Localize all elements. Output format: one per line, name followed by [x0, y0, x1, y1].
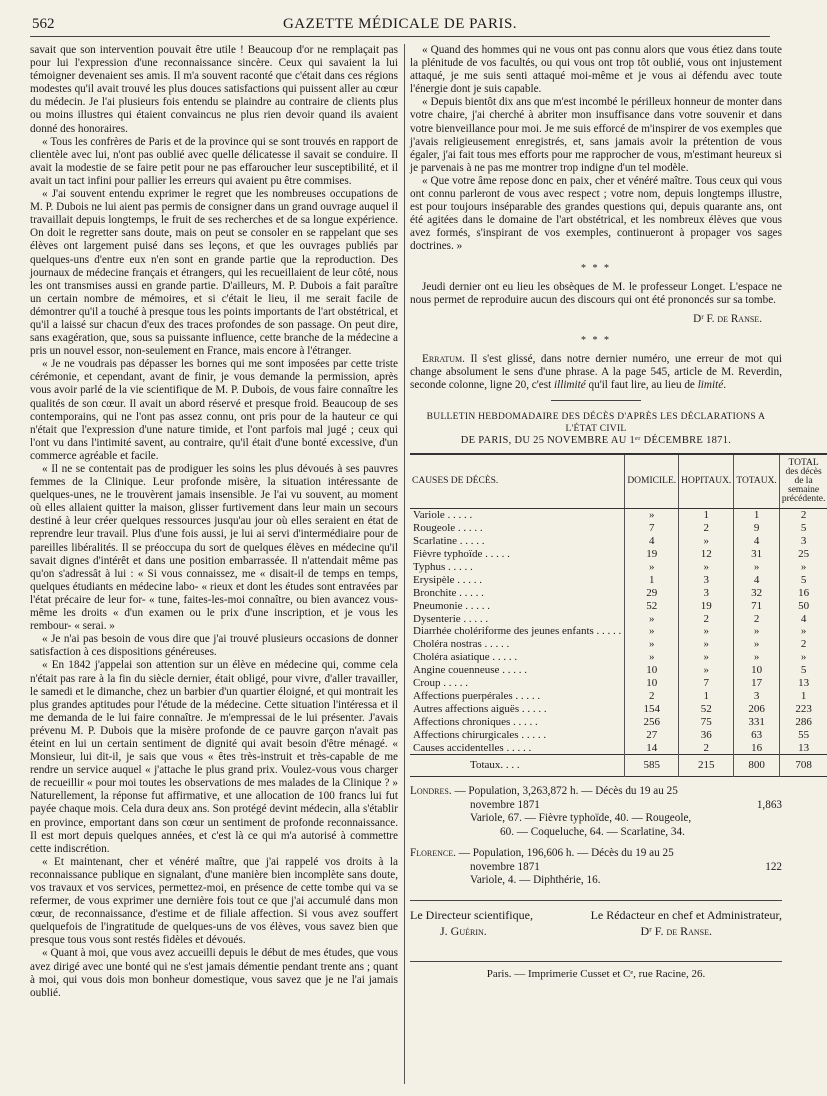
cause-cell: Choléra nostras . . . . . [413, 638, 510, 651]
table-total-row [410, 755, 827, 777]
table-row [410, 677, 827, 690]
paragraph: « En 1842 j'appelai son attention sur un élève en médecine qui, comme cela n'était pas rare à la fin du siècle dernier, était obligé, pour vivre, d'aller travailler, le samedi et le dimanche, chez un barbier d'un quartier éloigné, et qui montrait les plus grandes aptitudes pour l'étude de la médecine. Cette situation l'intéressa et il me demanda de le lui faire connaître. Je m'empressai de le lui présenter. J'avais prévenu M. P. Dubois que la misère profonde de ce pauvre garçon n'avait pas éteint en lui un certain sentiment de dignité qui avait besoin d'être ménagé. « Monsieur, lui dit-il, je sais que vous « êtes très-instruit et très-capable de me rendre un service auquel « j'attache le plus grand prix. Voulez-vous vous charger de recueillir « pour moi toutes les observations de mes malades de la Clinique ? » Naturellement, la réponse fut affirmative, et une allocation de 100 francs lui fut payée chaque mois. Cela dura deux ans. Son protégé devint médecin, alla s'établir en province, emportant dans son cœur un sentiment de profonde reconnaissance. Il est mort depuis quelques années, et c'est là ce qui m'a autorisé à commettre cette indiscrétion. [30, 659, 398, 855]
count-cell: » [625, 638, 679, 651]
count-cell: 19 [679, 600, 734, 613]
city-line: Variole, 4. — Diphthérie, 16. [470, 874, 601, 887]
count-cell: 36 [679, 729, 734, 742]
count-cell: 256 [625, 716, 679, 729]
bulletin-subheading: DE PARIS, DU 25 NOVEMBRE AU 1ᵉʳ DÉCEMBRE 1871. [460, 435, 732, 447]
count-cell: » [625, 625, 679, 638]
paragraph: « Quant à moi, que vous avez accueilli depuis le début de mes études, que vous avez dirigé avec une bonté qui ne s'est jamais démentie pendant trente ans ; quant à moi, qui vous dois mon bonheur domestique, vous savez que je ne l'ai jamais oublié. [30, 947, 398, 999]
count-cell: 63 [734, 729, 780, 742]
cause-cell: Affections chroniques . . . . . [413, 715, 538, 728]
paragraph: « Et maintenant, cher et vénéré maître, que j'ai rappelé vos droits à la reconnaissance publique en signalant, d'une manière bien incomplète sans doute, vos travaux et vos services, permettez-moi, en présence de cette tombe qui va se refermer, de vous exprimer une dernière fois tout ce que j'ai accumulé dans mon cœur, de reconnaissance, d'estime et de filiale affection. Si vous avez souffert quelquefois de l'ingratitude de quelques-uns de vos élèves, vous savez bien que presque tous vous sont restés fidèles et dévoués. [30, 855, 398, 947]
journal-title: GAZETTE MÉDICALE DE PARIS. [282, 16, 518, 32]
count-cell: 4 [734, 574, 780, 587]
count-cell: » [625, 651, 679, 664]
count-cell: 4 [625, 535, 679, 548]
paragraph: savait que son intervention pouvait être utile ! Beaucoup d'or ne remplaçait pas pour lui l'expression d'une reconnaissance sincère. Ceux qui savaient la lui témoigner devenaient ses amis. Il m'a souvent raconté que c'était dans ces régions modestes qu'il avait trouvé les plus douces satisfactions qui puissent aller au cœur du médecin. Je l'ai plusieurs fois entendu se plaindre au contraire de clients plus ou moins illustres qui étaient convaincus ne plus rien devoir quand ils avaient donné des honoraires. [30, 44, 398, 135]
table-row [410, 742, 827, 755]
count-cell: 3 [679, 574, 734, 587]
city-line: — Population, 3,263,872 h. — Décès du 19 au 25 [454, 785, 678, 798]
count-cell: 16 [779, 587, 827, 600]
deaths-table [410, 453, 827, 777]
separator-rule [551, 400, 641, 401]
table-row [410, 548, 827, 561]
cause-cell: Choléra asiatique . . . . . [413, 651, 518, 664]
count-cell: 5 [779, 664, 827, 677]
cause-cell: Fièvre typhoïde . . . . . [413, 547, 510, 560]
table-row [410, 651, 827, 664]
printer-imprint: Paris. — Imprimerie Cusset et Cᵉ, rue Racine, 26. [410, 961, 782, 981]
count-cell: 2 [734, 613, 780, 626]
count-cell: » [679, 651, 734, 664]
count-cell: 19 [625, 548, 679, 561]
count-cell: 5 [779, 522, 827, 535]
column-header: HOPITAUX. [679, 454, 734, 509]
cause-cell: Croup . . . . . [413, 677, 468, 690]
count-cell: » [625, 561, 679, 574]
total-cell: 708 [779, 755, 827, 777]
count-cell: 3 [779, 535, 827, 548]
count-cell: » [779, 625, 827, 638]
cause-cell: Rougeole . . . . . [413, 522, 483, 535]
london-stats [410, 785, 782, 839]
city-value: 122 [765, 860, 782, 873]
count-cell: 9 [734, 522, 780, 535]
director-title: Le Directeur scientifique, [410, 907, 533, 922]
table-row [410, 625, 827, 638]
table-row [410, 703, 827, 716]
city-name: Londres. [410, 785, 452, 798]
cause-cell: Causes accidentelles . . . . . [413, 741, 532, 754]
total-cell: 215 [679, 755, 734, 777]
page-header [30, 14, 770, 37]
count-cell: » [779, 651, 827, 664]
section-stars: * * * [581, 262, 611, 274]
table-row [410, 535, 827, 548]
florence-stats [410, 847, 782, 888]
count-cell: 52 [679, 703, 734, 716]
cause-cell: Autres affections aiguës . . . . . [413, 702, 547, 715]
city-line: novembre 1871 [470, 860, 540, 873]
cause-cell: Affections chirurgicales . . . . . [413, 728, 547, 741]
count-cell: 4 [734, 535, 780, 548]
count-cell: 1 [779, 690, 827, 703]
count-cell: 5 [779, 574, 827, 587]
longet-note: Jeudi dernier ont eu lieu les obsèques de M. le professeur Longet. L'espace ne nous permet de reproduire aucun des discours qui ont été prononcés sur sa tombe. [410, 280, 782, 306]
count-cell: 13 [779, 677, 827, 690]
cause-cell: Affections puerpérales . . . . . [413, 689, 541, 702]
section-stars: * * * [581, 334, 611, 346]
table-row [410, 509, 827, 522]
count-cell: » [625, 509, 679, 522]
paragraph: « Il ne se contentait pas de prodiguer les soins les plus dévoués à ses pauvres femmes de la Clinique. Leur profonde misère, la situation intéressante de quelques-unes, ne le trouvèrent jamais insensible. Je l'ai vu souvent, au moment où elles allaient quitter la maison, glisser furtivement dans leur main un secours destiné à leur créer quelques ressources jusqu'au jour où elles seraient en état de reprendre leur travail. Plus d'une fois aussi, je lui ai servi d'intermédiaire pour de pareilles libéralités. Il se préoccupa du sort de quelques élèves en médecine qu'il savait dignes d'intérêt et dans une position embarrassée. Il n'attendait même pas qu'on s'adressât à lui : « Si vous connaissez, me « disait-il de temps en temps, quelques étudiants en médecine labo- « rieux et dont les études sont entravées par l'état précaire de leur for- « tune, faites-les-moi connaître, ou bien avancez vous-même les droits « d'un examen ou le prix d'une inscription, et je vous les rembour- « serai. » [30, 463, 398, 633]
count-cell: 206 [734, 703, 780, 716]
count-cell: » [679, 638, 734, 651]
table-row [410, 716, 827, 729]
count-cell: 31 [734, 548, 780, 561]
count-cell: 16 [734, 742, 780, 755]
erratum-word: illimité [554, 379, 586, 392]
count-cell: 32 [734, 587, 780, 600]
count-cell: » [779, 561, 827, 574]
count-cell: 75 [679, 716, 734, 729]
column-divider [404, 44, 405, 1084]
count-cell: 7 [679, 677, 734, 690]
count-cell: 1 [679, 690, 734, 703]
count-cell: » [734, 651, 780, 664]
count-cell: 1 [734, 509, 780, 522]
count-cell: 17 [734, 677, 780, 690]
count-cell: 13 [779, 742, 827, 755]
erratum-label: Erratum. [422, 352, 465, 365]
table-row [410, 522, 827, 535]
count-cell: » [625, 613, 679, 626]
count-cell: 52 [625, 600, 679, 613]
table-header-row [410, 454, 827, 509]
erratum-text: Il s'est glissé, dans notre dernier numéro, une erreur de mot qui change absolument le sens d'une phrase. A la page 545, article de M. Reverdin, seconde colonne, ligne 20, c'est [410, 352, 783, 392]
count-cell: 10 [625, 664, 679, 677]
table-row [410, 587, 827, 600]
count-cell: 29 [625, 587, 679, 600]
count-cell: 3 [734, 690, 780, 703]
total-cell: 585 [625, 755, 679, 777]
count-cell: 50 [779, 600, 827, 613]
cause-cell: Diarrhée cholériforme des jeunes enfants . . . . . [413, 625, 622, 638]
count-cell: » [679, 561, 734, 574]
bulletin-title [410, 411, 782, 447]
count-cell: 12 [679, 548, 734, 561]
cause-cell: Erysipèle . . . . . [413, 573, 483, 586]
count-cell: 1 [679, 509, 734, 522]
table-row [410, 729, 827, 742]
cause-cell: Bronchite . . . . . [413, 586, 484, 599]
paragraph: « Tous les confrères de Paris et de la province qui se sont trouvés en rapport de clientèle avec lui, n'ont pas oublié avec quelle délicatesse il savait se conduire. Il avait la modestie de se faire petit pour ne pas effaroucher leur susceptibilité, et il avait un tact infini pour pallier les erreurs qui avaient pu être commises. [30, 135, 398, 187]
count-cell: 154 [625, 703, 679, 716]
column-header: TOTAUX. [734, 454, 780, 509]
bulletin-heading: BULLETIN HEBDOMADAIRE DES DÉCÈS D'APRÈS LES DÉCLARATIONS A L'ÉTAT CIVIL [426, 412, 766, 435]
editor-name: Dʳ F. de Ranse. [640, 923, 712, 938]
city-name: Florence. [410, 847, 456, 860]
erratum-text: qu'il faut lire, au lieu de [588, 379, 695, 392]
column-header: DOMICILE. [625, 454, 679, 509]
cause-cell: Typhus . . . . . [413, 560, 473, 573]
count-cell: » [679, 664, 734, 677]
table-row [410, 574, 827, 587]
city-line: — Population, 196,606 h. — Décès du 19 au 25 [458, 847, 674, 860]
count-cell: 223 [779, 703, 827, 716]
city-value: 1,863 [756, 798, 782, 811]
count-cell: 286 [779, 716, 827, 729]
erratum-word: limité [697, 379, 724, 392]
count-cell: 2 [779, 509, 827, 522]
count-cell: 7 [625, 522, 679, 535]
table-body [410, 509, 827, 755]
count-cell: » [734, 625, 780, 638]
count-cell: » [679, 625, 734, 638]
paragraph: « Que votre âme repose donc en paix, cher et vénéré maître. Tous ceux qui vous ont connu parleront de vous avec respect ; votre nom, depuis longtemps illustre, est pour toujours inséparable des grandes questions qui, depuis quarante ans, ont été agitées dans le domaine de l'art obstétrical, et les nombreux élèves que vous avez formés, s'inspirant de vos exemples, continueront à propager vos sages doctrines. » [410, 174, 782, 253]
count-cell: » [679, 535, 734, 548]
city-line: novembre 1871 [470, 798, 540, 811]
cause-cell: Dysenterie . . . . . [413, 612, 489, 625]
city-line: 60. — Coqueluche, 64. — Scarlatine, 34. [500, 825, 685, 838]
table-row [410, 613, 827, 626]
paragraph: « Je ne voudrais pas dépasser les bornes qui me sont imposées par cette triste cérémonie, et cependant, avant de finir, je vous demande la permission, après vous avoir parlé de la vie scientifique de M. P. Dubois, de vous faire connaître les qualités de son cœur. Il avait un abord réservé et presque froid. Beaucoup de ses contemporains, qui ne l'ont pas assez connu, ont pris pour de la hauteur ce qui n'était que l'expression d'une nature timide, et l'ont parfois mal jugé ; ceux qui l'ont vu dans l'intimité savent, au contraire, qu'il était d'une bonté excessive, d'un commerce agréable et facile. [30, 358, 398, 462]
cause-cell: Pneumonie . . . . . [413, 599, 490, 612]
erratum [410, 353, 782, 392]
count-cell: 2 [679, 613, 734, 626]
count-cell: 10 [734, 664, 780, 677]
table-row [410, 690, 827, 703]
cause-cell: Angine couenneuse . . . . . [413, 664, 527, 677]
footer-signatures [410, 900, 782, 939]
paragraph: « Depuis bientôt dix ans que m'est incombé le périlleux honneur de monter dans votre chaire, j'ai cherché à abriter mon insuffisance dans votre souvenir et dans votre bienveillance pour moi. Je me suis efforcé de m'inspirer de vos exemples que j'avais religieusement enregistrés, et, sans jamais avoir la prétention de vous égaler, j'ai fait tous mes efforts pour me rapprocher de vous, m'estimant heureux si je parvenais à ne pas me montrer trop indigne d'un tel modèle. [410, 96, 782, 174]
count-cell: 71 [734, 600, 780, 613]
cause-cell: Scarlatine . . . . . [413, 535, 485, 548]
column-header: CAUSES DE DÉCÈS. [410, 454, 625, 509]
total-cell: 800 [734, 755, 780, 777]
count-cell: 1 [625, 574, 679, 587]
city-line: Variole, 67. — Fièvre typhoïde, 40. — Rougeole, [470, 812, 692, 825]
count-cell: 331 [734, 716, 780, 729]
page-number: 562 [32, 16, 55, 32]
column-header: TOTAL des décès de la semaine précédente. [779, 454, 827, 509]
table-row [410, 600, 827, 613]
director-name: J. Guérin. [440, 923, 487, 938]
count-cell: 2 [779, 638, 827, 651]
table-row [410, 561, 827, 574]
cause-cell: Variole . . . . . [413, 509, 473, 522]
table-row [410, 638, 827, 651]
count-cell: 25 [779, 548, 827, 561]
paragraph: « Je n'ai pas besoin de vous dire que j'ai trouvé plusieurs occasions de donner satisfaction à ces dispositions généreuses. [30, 633, 398, 659]
author-signature: Dʳ F. de Ranse. [693, 312, 762, 325]
count-cell: » [734, 561, 780, 574]
total-label: Totaux. . . . [410, 755, 625, 777]
count-cell: 3 [679, 587, 734, 600]
count-cell: 14 [625, 742, 679, 755]
count-cell: » [734, 638, 780, 651]
table-row [410, 664, 827, 677]
count-cell: 2 [625, 690, 679, 703]
right-column [410, 44, 826, 981]
count-cell: 2 [679, 742, 734, 755]
erratum-text: . [723, 379, 726, 392]
left-column [30, 44, 398, 1000]
count-cell: 2 [679, 522, 734, 535]
paragraph: « J'ai souvent entendu exprimer le regret que les nombreuses occupations de M. P. Dubois ne lui aient pas permis de consigner dans un grand ouvrage auquel il travaillait depuis longtemps, le fruit de ses recherches et de sa longue expérience. On doit le regretter sans doute, mais on peut se consoler en se rappelant que ses élèves ont largement puisé dans ses leçons, et que les ouvrages publiés par quelques-uns d'entre eux n'en sont en grande partie que la reproduction. Des journaux de médecine français et étrangers, qui les recueillaient de leur côté, nous les ont transmises aussi en grande partie. D'ailleurs, M. P. Dubois a fait paraître un certain nombre de mémoires, et si c'était le lieu, il me serait facile de démontrer qu'il a touché à presque tous les points importants de l'art obstétrical, et qu'il a laissé sur chacun d'eux des traces profondes de son passage. On peut dire, sans exagération, que, sous sa puissante influence, cette branche de la médecine a pris un nouvel essor, non-seulement en France, mais encore à l'étranger. [30, 188, 398, 358]
count-cell: 27 [625, 729, 679, 742]
paragraph: « Quand des hommes qui ne vous ont pas connu alors que vous étiez dans toute la plénitude de vos facultés, ou qui vous ont trop tôt oublié, vous ont injustement attaqué, je me suis senti attaqué moi-même et je vous ai défendu avec toute l'énergie dont je suis capable. [410, 44, 782, 96]
count-cell: 4 [779, 613, 827, 626]
count-cell: 10 [625, 677, 679, 690]
count-cell: 55 [779, 729, 827, 742]
editor-title: Le Rédacteur en chef et Administrateur, [590, 907, 782, 922]
